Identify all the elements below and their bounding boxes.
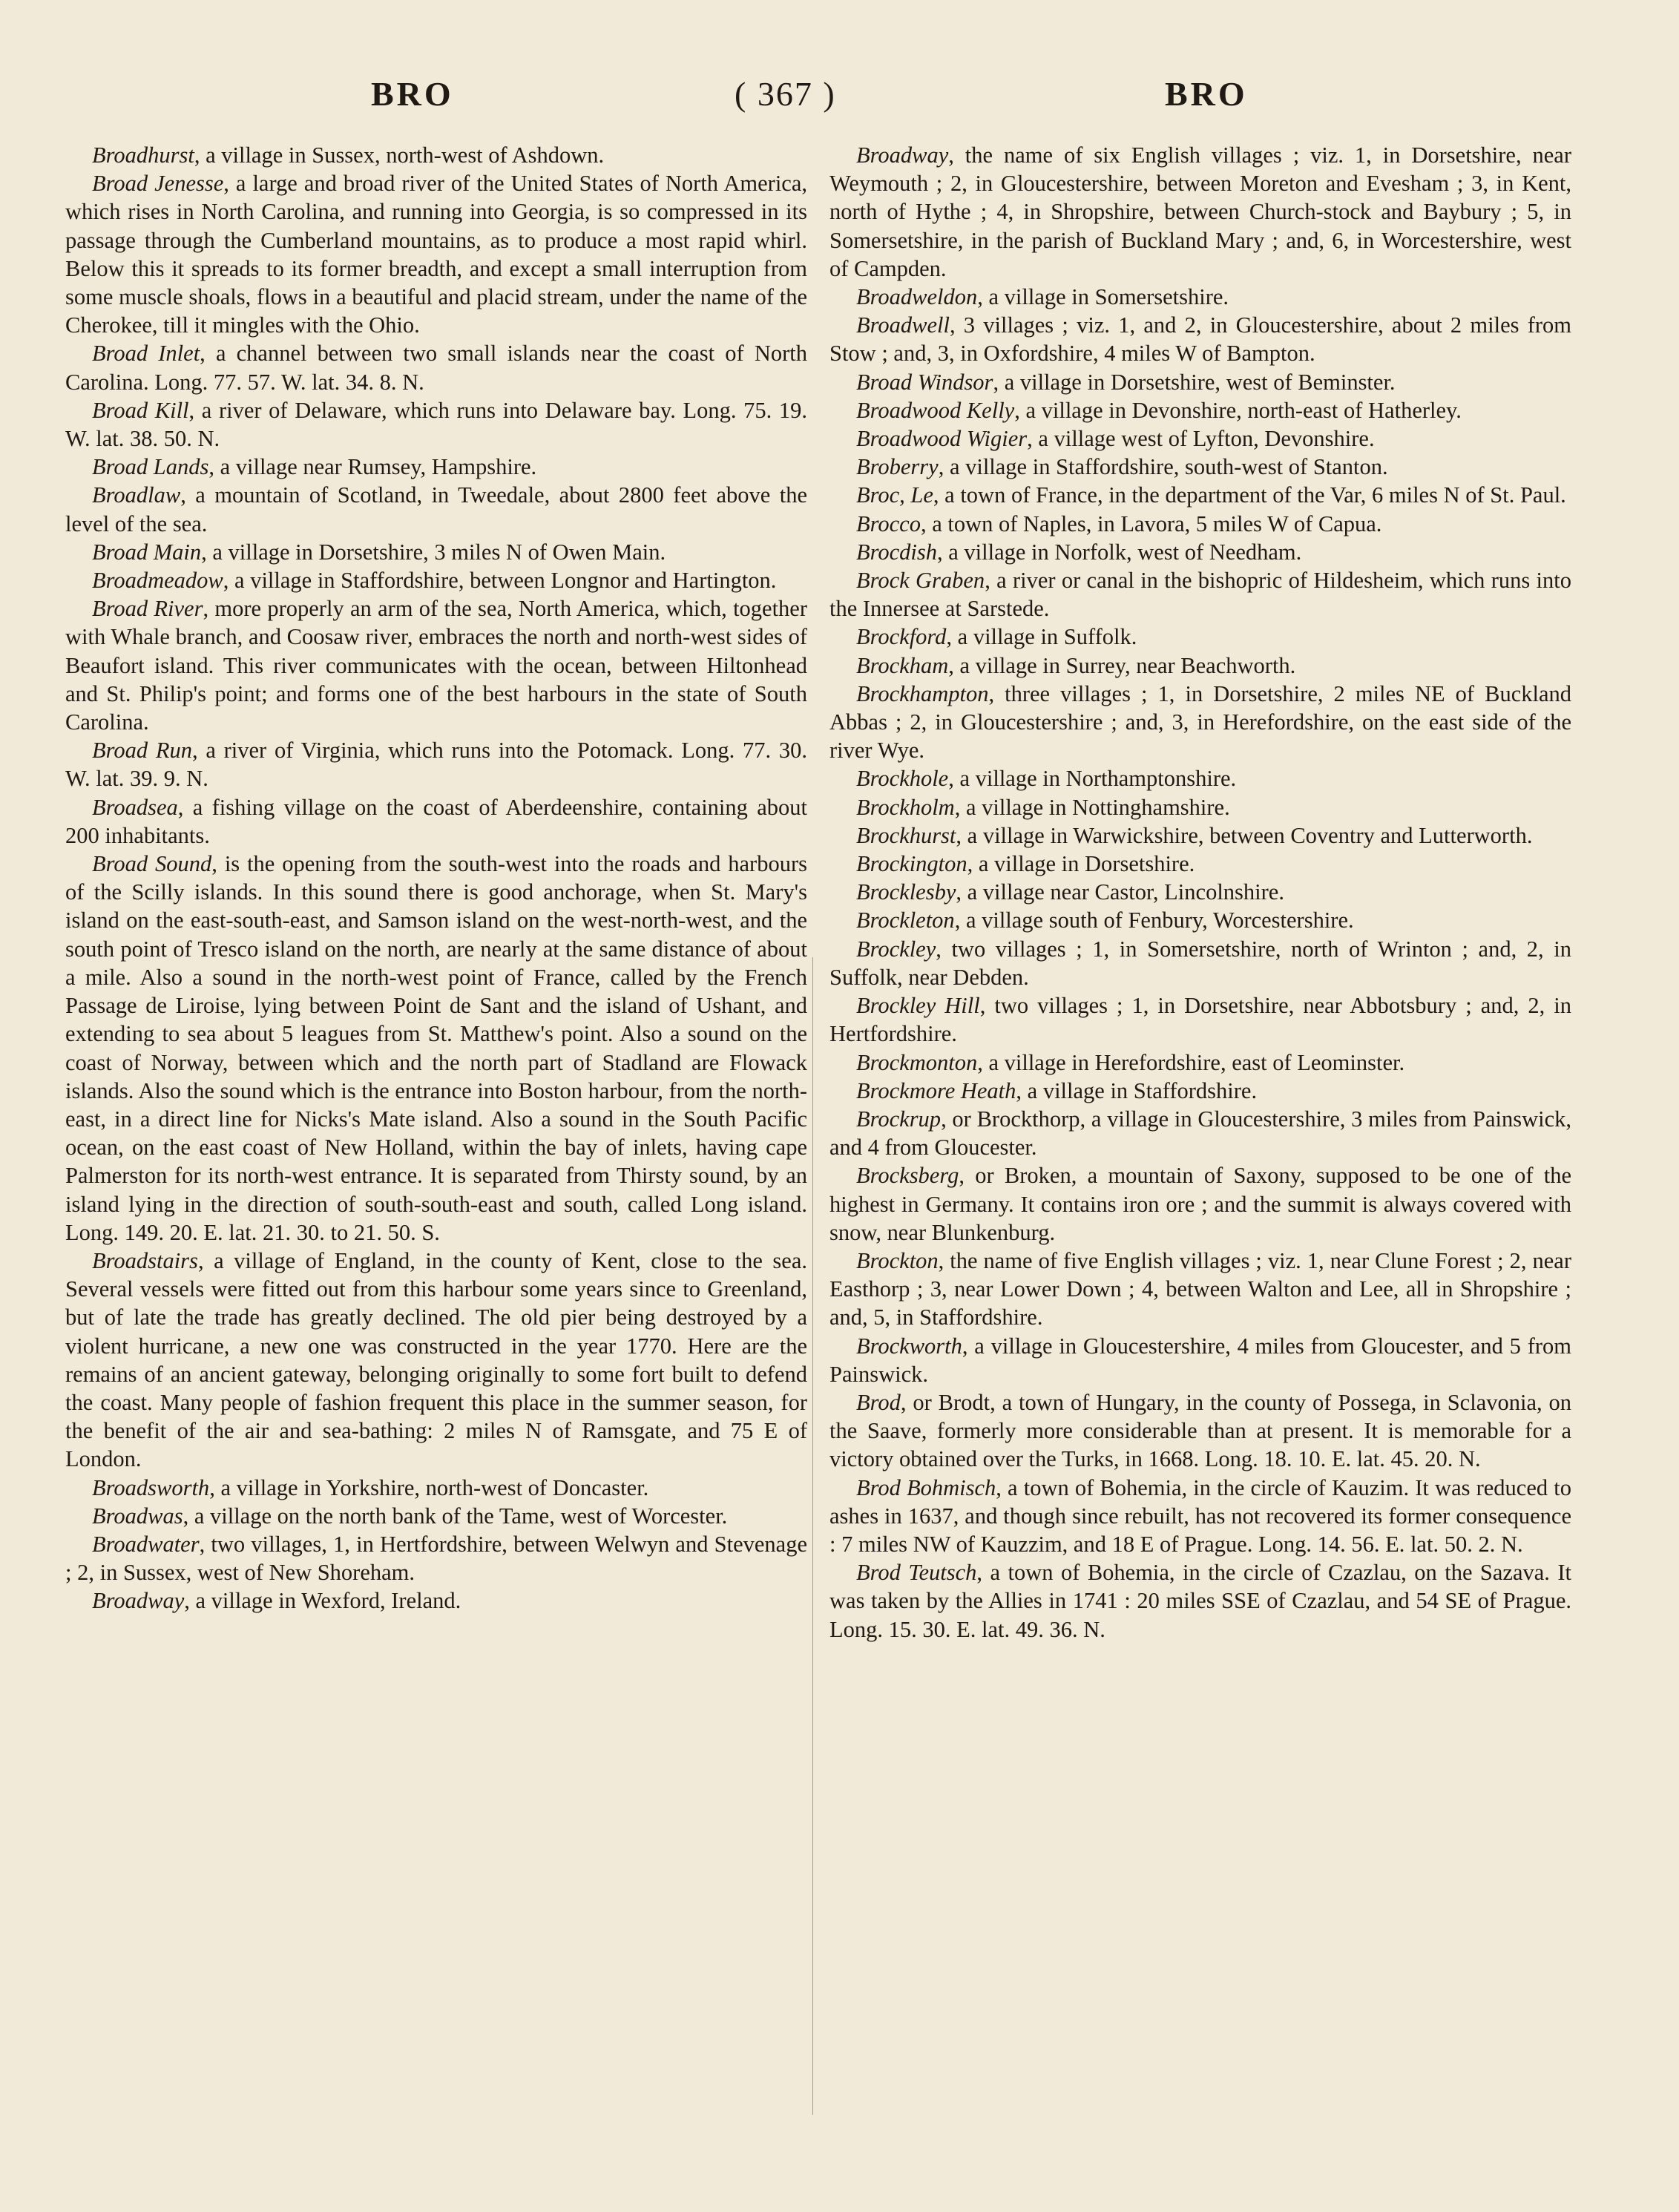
entry-headword: Broadwell xyxy=(856,312,950,338)
entry-headword: Brockington xyxy=(856,851,967,877)
left-column xyxy=(65,141,807,1615)
entry-text: , a village west of Lyfton, Devonshire. xyxy=(1027,426,1375,452)
entry-headword: Broadsworth xyxy=(92,1474,210,1500)
entry-headword: Brockrup xyxy=(856,1106,942,1132)
entry-text: , a river of Delaware, which runs into Delaware bay. Long. 75. 19. W. lat. 38. 50. N. xyxy=(65,397,807,452)
entry-text: , a village in Wexford, Ireland. xyxy=(184,1588,461,1614)
entry-headword: Brockmore Heath xyxy=(856,1077,1016,1103)
gazetteer-entry xyxy=(65,141,807,169)
entry-text: , a mountain of Scotland, in Tweedale, about 2800 feet above the level of the sea. xyxy=(65,482,807,536)
gazetteer-entry xyxy=(829,481,1571,509)
gazetteer-entry xyxy=(829,1048,1571,1077)
entry-text: , or Broken, a mountain of Saxony, supposed to be one of the highest in Germany. It contains iron ore ; and the summit is always covered with snow, near Blunkenburg. xyxy=(829,1163,1571,1245)
entry-headword: Broadway xyxy=(856,142,949,168)
entry-headword: Broberry xyxy=(856,454,939,480)
gazetteer-entry xyxy=(829,764,1571,792)
entry-headword: Broadwas xyxy=(92,1503,183,1529)
entry-text: , a village in Staffordshire, between Longnor and Hartington. xyxy=(223,568,777,594)
entry-headword: Brod xyxy=(856,1389,901,1415)
gazetteer-entry xyxy=(65,481,807,537)
entry-headword: Brockleton xyxy=(856,908,955,933)
page-header xyxy=(0,74,1679,126)
gazetteer-entry xyxy=(65,1474,807,1502)
gazetteer-entry xyxy=(829,935,1571,991)
entry-text: , the name of six English villages ; viz. 1, in Dorsetshire, near Weymouth ; 2, in Gloucestershire, between Moreton and Evesham ; 3, in Kent, north of Hythe ; 4, in Shropshire, between Church-stock and Baybury ; 5, in Somersetshire, in the parish of Buckland Mary ; and, 6, in Worcestershire, west of Campden. xyxy=(829,142,1571,281)
entry-text: , a village in Staffordshire. xyxy=(1016,1077,1258,1103)
gazetteer-entry xyxy=(829,680,1571,765)
gazetteer-entry xyxy=(829,1077,1571,1105)
entry-text: , 3 villages ; viz. 1, and 2, in Gloucestershire, about 2 miles from Stow ; and, 3, in Oxfordshire, 4 miles W of Bampton. xyxy=(829,312,1571,367)
gazetteer-entry xyxy=(829,141,1571,283)
gazetteer-entry xyxy=(829,1558,1571,1644)
entry-text: , a river or canal in the bishopric of Hildesheim, which runs into the Innersee at Sarstede. xyxy=(829,568,1571,622)
gazetteer-entry xyxy=(829,793,1571,821)
gazetteer-entry xyxy=(829,652,1571,680)
entry-text: , a river of Virginia, which runs into the Potomack. Long. 77. 30. W. lat. 39. 9. N. xyxy=(65,738,807,792)
entry-headword: Brod Teutsch xyxy=(856,1560,977,1586)
entry-headword: Brockhampton xyxy=(856,680,989,706)
entry-headword: Broadwood Wigier xyxy=(856,426,1028,452)
entry-text: , a village in Herefordshire, east of Leominster. xyxy=(977,1049,1405,1075)
gazetteer-entry xyxy=(829,1247,1571,1332)
gazetteer-entry xyxy=(829,566,1571,623)
entry-text: , three villages ; 1, in Dorsetshire, 2 miles NE of Buckland Abbas ; 2, in Gloucestershire ; and, 3, in Herefordshire, on the east side of the river Wye. xyxy=(829,680,1571,764)
gazetteer-entry xyxy=(65,594,807,736)
entry-text: , two villages ; 1, in Dorsetshire, near Abbotsbury ; and, 2, in Hertfordshire. xyxy=(829,993,1571,1047)
entry-headword: Brocksberg xyxy=(856,1163,959,1189)
gazetteer-entry xyxy=(65,396,807,453)
entry-headword: Brocdish xyxy=(856,539,937,565)
entry-text: , is the opening from the south-west into the roads and harbours of the Scilly islands. In this sound there is good anchorage, when St. Mary's island on the east-south-east, and Samson island on the west-north-west, and the south point of Tresco island on the north, are nearly at the same distance of about a mile. Also a sound in the north-west point of France, called by the French Passage de Liroise, lying between Point de Sant and the island of Ushant, and extending to sea about 5 leagues from St. Matthew's point. Also a sound on the coast of Norway, between which and the north part of Stadland are Flowack islands. Also the sound which is the entrance into Boston harbour, from the north-east, in a direct line for Nicks's Mate island. Also a sound in the South Pacific ocean, on the east coast of New Holland, within the bay of inlets, having cape Palmerston for its north-west entrance. It is separated from Thirsty sound, by an island lying in the direction of south-south-east and south, called Long island. Long. 149. 20. E. lat. 21. 30. to 21. 50. S. xyxy=(65,851,807,1245)
entry-text: , a large and broad river of the United States of North America, which rises in North Carolina, and running into Georgia, is so compressed in its passage through the Cumberland mountains, as to produce a most rapid whirl. Below this it spreads to its former breadth, and except a small interruption from some muscle shoals, flows in a beautiful and placid stream, under the name of the Cherokee, till it mingles with the Ohio. xyxy=(65,171,807,338)
entry-text: , a village in Dorsetshire. xyxy=(967,851,1195,877)
entry-headword: Broad Jenesse xyxy=(92,171,224,197)
gazetteer-entry xyxy=(65,1530,807,1586)
gazetteer-entry xyxy=(65,453,807,481)
entry-headword: Broad Inlet xyxy=(92,341,200,367)
gazetteer-entry xyxy=(65,566,807,594)
entry-headword: Broc, Le xyxy=(856,482,933,508)
gazetteer-entry xyxy=(829,538,1571,566)
column-divider xyxy=(812,957,813,2115)
gazetteer-entry xyxy=(829,396,1571,424)
entry-headword: Broad Run xyxy=(92,738,192,764)
gazetteer-entry xyxy=(65,169,807,339)
gazetteer-entry xyxy=(829,1332,1571,1388)
entry-headword: Broadsea xyxy=(92,794,178,820)
entry-text: , a village in Devonshire, north-east of Hatherley. xyxy=(1014,397,1462,423)
entry-text: , a town of France, in the department of the Var, 6 miles N of St. Paul. xyxy=(933,482,1566,508)
gazetteer-entry xyxy=(65,1586,807,1615)
entry-headword: Broadwater xyxy=(92,1531,200,1557)
running-head-left: BRO xyxy=(371,75,454,113)
entry-text: , a town of Naples, in Lavora, 5 miles W of Capua. xyxy=(920,511,1382,536)
gazetteer-entry xyxy=(829,1474,1571,1559)
entry-text: , a village in Surrey, near Beachworth. xyxy=(948,652,1296,678)
gazetteer-entry xyxy=(65,736,807,792)
entry-headword: Brod Bohmisch xyxy=(856,1474,996,1500)
entry-headword: Broad Kill xyxy=(92,397,189,423)
entry-headword: Brocco xyxy=(856,511,921,536)
running-head-right: BRO xyxy=(1165,75,1248,113)
entry-text: , a village in Yorkshire, north-west of Doncaster. xyxy=(209,1474,649,1500)
gazetteer-entry xyxy=(65,793,807,850)
gazetteer-entry xyxy=(829,1105,1571,1161)
entry-headword: Brockford xyxy=(856,624,947,650)
gazetteer-entry xyxy=(829,510,1571,538)
entry-headword: Broadweldon xyxy=(856,284,978,310)
entry-text: , a village in Nottinghamshire. xyxy=(954,794,1230,820)
entry-text: , a village in Dorsetshire, west of Beminster. xyxy=(993,369,1396,395)
entry-text: , a village in Staffordshire, south-west of Stanton. xyxy=(938,454,1388,480)
entry-headword: Broad Lands xyxy=(92,454,209,480)
entry-text: , a town of Bohemia, in the circle of Kauzim. It was reduced to ashes in 1637, and though since rebuilt, has not recovered its former consequence : 7 miles NW of Kauzzim, and 18 E of Prague. Long. 14. 56. E. lat. 50. 2. N. xyxy=(829,1474,1571,1557)
entry-text: , a village of England, in the county of Kent, close to the sea. Several vessels were fitted out from this harbour some years since to Greenland, but of late the trade has greatly declined. The old pier being destroyed by a violent hurricane, a new one was constructed in the year 1770. Here are the remains of an ancient gateway, belonging originally to some fort built to defend the coast. Many people of fashion frequent this place in the summer season, for the benefit of the air and sea-bathing: 2 miles N of Ramsgate, and 75 E of London. xyxy=(65,1247,807,1472)
entry-text: , a town of Bohemia, in the circle of Czazlau, on the Sazava. It was taken by the Allies in 1741 : 20 miles SSE of Czazlau, and 54 SE of Prague. Long. 15. 30. E. lat. 49. 36. N. xyxy=(829,1560,1572,1642)
entry-text: , a village in Suffolk. xyxy=(946,624,1137,650)
entry-text: , a village on the north bank of the Tame, west of Worcester. xyxy=(183,1503,728,1529)
entry-headword: Broadway xyxy=(92,1588,185,1614)
entry-headword: Broad Sound xyxy=(92,851,212,877)
gazetteer-entry xyxy=(829,368,1571,396)
gazetteer-entry xyxy=(65,1502,807,1530)
entry-headword: Brockley xyxy=(856,936,936,962)
entry-text: , the name of five English villages ; viz. 1, near Clune Forest ; 2, near Easthorp ; 3, near Lower Down ; 4, between Walton and Lee, all in Shropshire ; and, 5, in Staffordshire. xyxy=(829,1247,1571,1330)
entry-text: , a village near Rumsey, Hampshire. xyxy=(208,454,537,480)
entry-text: , a village in Gloucestershire, 4 miles from Gloucester, and 5 from Painswick. xyxy=(829,1333,1571,1387)
entry-headword: Brockhurst xyxy=(856,822,956,848)
entry-headword: Broadmeadow xyxy=(92,568,223,594)
gazetteer-entry xyxy=(65,850,807,1247)
entry-headword: Broad River xyxy=(92,596,203,622)
gazetteer-entry xyxy=(829,283,1571,311)
entry-headword: Brock Graben xyxy=(856,568,985,594)
entry-text: , a village in Warwickshire, between Coventry and Lutterworth. xyxy=(956,822,1533,848)
entry-text: , a village in Sussex, north-west of Ashdown. xyxy=(194,142,605,168)
gazetteer-entry xyxy=(829,991,1571,1048)
entry-text: , a village in Dorsetshire, 3 miles N of Owen Main. xyxy=(201,539,666,565)
entry-text: , or Brockthorp, a village in Gloucestershire, 3 miles from Painswick, and 4 from Gloucester. xyxy=(829,1106,1571,1161)
gazetteer-entry xyxy=(65,339,807,396)
entry-text: , two villages, 1, in Hertfordshire, between Welwyn and Stevenage ; 2, in Sussex, west of New Shoreham. xyxy=(65,1531,807,1586)
entry-headword: Broadwood Kelly xyxy=(856,397,1015,423)
gazetteer-entry xyxy=(829,424,1571,453)
entry-headword: Broadhurst xyxy=(92,142,194,168)
gazetteer-entry xyxy=(829,1161,1571,1247)
entry-headword: Brockholm xyxy=(856,794,955,820)
entry-headword: Broad Windsor xyxy=(856,369,993,395)
entry-text: , more properly an arm of the sea, North America, which, together with Whale branch, and Coosaw river, embraces the north and north-west sides of Beaufort island. This river communicates with the ocean, between Hiltonhead and St. Philip's point; and forms one of the best harbours in the state of South Carolina. xyxy=(65,596,807,735)
gazetteer-entry xyxy=(829,878,1571,906)
entry-headword: Brockham xyxy=(856,652,949,678)
right-column xyxy=(829,141,1571,1644)
gazetteer-entry xyxy=(829,850,1571,878)
entry-headword: Broad Main xyxy=(92,539,202,565)
entry-text: , a village south of Fenbury, Worcestershire. xyxy=(954,908,1354,933)
gazetteer-entry xyxy=(829,453,1571,481)
entry-text: , a fishing village on the coast of Aberdeenshire, containing about 200 inhabitants. xyxy=(65,794,807,848)
gazetteer-entry xyxy=(829,311,1571,367)
entry-text: , a channel between two small islands near the coast of North Carolina. Long. 77. 57. W. lat. 34. 8. N. xyxy=(65,341,807,395)
entry-text: , two villages ; 1, in Somersetshire, north of Wrinton ; and, 2, in Suffolk, near Debden. xyxy=(829,936,1571,990)
entry-headword: Broadstairs xyxy=(92,1247,198,1273)
gazetteer-entry xyxy=(829,623,1571,651)
entry-text: , a village in Northamptonshire. xyxy=(948,766,1237,792)
entry-headword: Brockmonton xyxy=(856,1049,978,1075)
entry-text: , or Brodt, a town of Hungary, in the county of Possega, in Sclavonia, on the Saave, formerly more considerable than at present. It is memorable for a victory obtained over the Turks, in 1668. Long. 18. 10. E. lat. 45. 20. N. xyxy=(829,1389,1571,1472)
page-number: ( 367 ) xyxy=(735,75,836,113)
entry-headword: Brockhole xyxy=(856,766,949,792)
gazetteer-entry xyxy=(829,821,1571,850)
entry-text: , a village in Norfolk, west of Needham. xyxy=(937,539,1302,565)
entry-headword: Brockworth xyxy=(856,1333,962,1359)
gazetteer-entry xyxy=(65,538,807,566)
entry-headword: Broadlaw xyxy=(92,482,181,508)
gazetteer-entry xyxy=(65,1247,807,1474)
entry-headword: Brockton xyxy=(856,1247,939,1273)
entry-headword: Brocklesby xyxy=(856,879,956,905)
entry-text: , a village near Castor, Lincolnshire. xyxy=(956,879,1284,905)
gazetteer-entry xyxy=(829,1388,1571,1474)
entry-headword: Brockley Hill xyxy=(856,993,980,1019)
entry-text: , a village in Somersetshire. xyxy=(977,284,1229,310)
gazetteer-entry xyxy=(829,906,1571,934)
